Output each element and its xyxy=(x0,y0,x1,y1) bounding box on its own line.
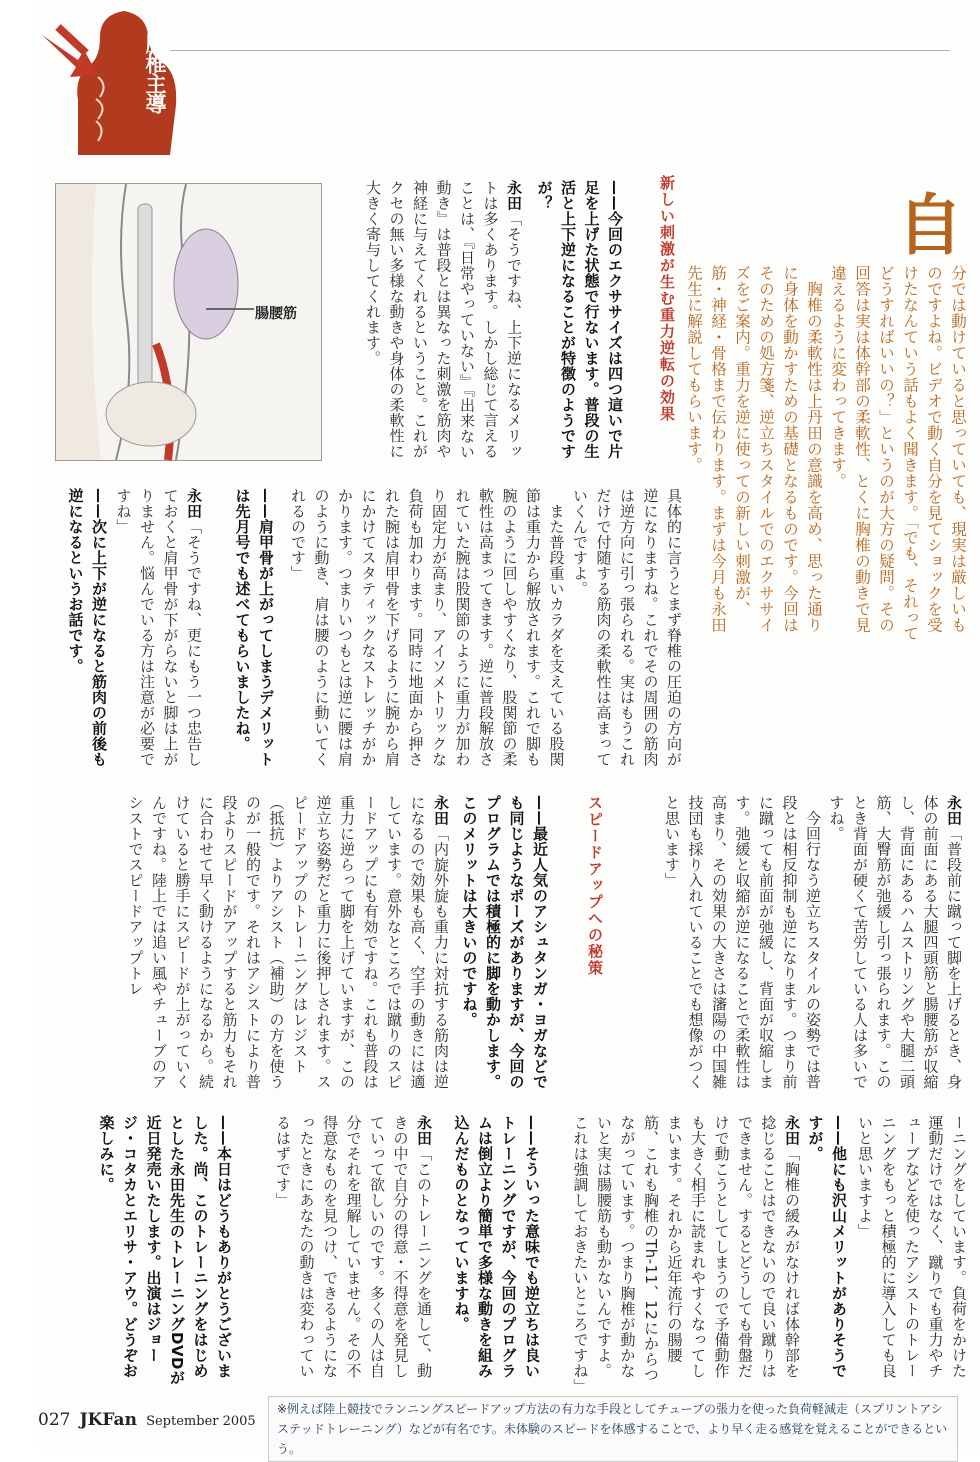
footnote: ※例えば陸上競技でランニングスピードアップ方法の有力な手段としてチューブの張力を使った負荷軽減走（スプリントアシステッドトレーニング）などが有名です。未体験のスピードを体感することで、より早く走る感覚を覚えることができるという。 xyxy=(268,1396,958,1462)
question-1: ——今回のエクササイズは四つ這いで片足を上げた状態で行ないます。普段の生活と上下逆になることが特徴のようですが？ xyxy=(535,180,624,459)
closing-remarks: ——本日はどうもありがとうございました。尚、このトレーニングをはじめとした永田先生のトレーニングDVDが近日発売いたします。出演はジョージ・コタカとエリサ・アウ。どうぞお楽しみに。 xyxy=(97,1115,233,1386)
page-gutter xyxy=(0,0,38,1451)
answer-program xyxy=(240,1115,435,1390)
section-subtitle-speed: スピードアップへの秘策 xyxy=(586,795,604,977)
answer-1-text: 「そうですね、上下逆になるメリットは多くあります。しかし総じて言えることは、『日常やっていない』『出来ない動き』は普段とは異なった刺激を筋肉や神経に与えてくれるということ。これがクセの無い多様な動きや身体の柔軟性に大きく寄与してくれます。 xyxy=(364,180,523,460)
answer-right-mid-speaker: 永田 xyxy=(945,795,963,826)
page-number: 027 xyxy=(38,1410,71,1430)
drop-cap: 自 xyxy=(897,186,963,264)
body-text-mid: 具体的に言うとまず脊椎の圧迫の方向が逆になりますね。これでその周囲の筋肉は逆方向に引っ張られる。実はもうこれだけで付随する筋肉の柔軟性は高まっていくんですよ。 また普段重いカラダを支えている股関節は重力から解放されます。これで脚も腕のように回しやすくなり、股関節の柔軟性は高まってきます。逆に普段解放されていた腕は股関節のように重力が加わり固定力が高まり、アイソメトリックな負荷も加わります。同時に地面から押された腕は肩甲骨を下げるように腕から肩にかけてスタティックなストレッチがかかります。つまりいつもとは逆に腰は肩のように動き、肩は腰のように動いてくれるのです」 xyxy=(289,488,683,767)
answer-speed xyxy=(40,795,452,1095)
figure-label: 腸腰筋 xyxy=(255,306,297,322)
answer-right-mid-1 xyxy=(635,795,965,1095)
series-logo xyxy=(38,5,180,155)
answer-benefits xyxy=(545,1115,803,1394)
intro-text: 分では動けていると思っていても、現実は厳しいものですよね。ビデオで動く自分を見てショックを受けたなんていう話もよく聞きます。「でも、それってどうすればいいの？」というのが大方の疑問。その回答は実は体幹部の柔軟性、とくに胸椎の動きで見違えるように変わってきます。 胸椎の柔軟性は上丹田の意識を高め、思った通りに身体を動かすための基礎となるものです。今回はそのための処方箋、逆立ちスタイルでのエクササイズをご案内。重力を逆に使っての新しい刺激が、筋・神経・骨格まで伝わります。まずは今月も永田先生に解説してもらいます。 xyxy=(685,265,967,642)
answer-benefits-text: 「胸椎の緩みがなければ体幹部を捻じることはできないので良い蹴りはできません。するとどうしても骨盤だけで動こうとしてしまうので予備動作も大きく相手に読まれやすくなってしまいます。それから近年流行の腸腰筋、これも胸椎のTh-11、12にからつながっています。つまり胸椎が動かないと実は腸腰筋も動かないんですよ。これは強調しておきたいところですね」 xyxy=(571,1115,801,1394)
header-rule xyxy=(170,50,950,51)
answer-speed-speaker: 永田 xyxy=(432,795,450,826)
question-mid-2: ——肩甲骨が上がってしまうデメリットは先月号でも述べてもらいましたね。 xyxy=(233,488,275,767)
question-benefits: ——他にも沢山メリットがありそうですが。 xyxy=(806,1115,848,1379)
answer-benefits-speaker: 永田 xyxy=(783,1115,801,1146)
answer-1-speaker: 永田 xyxy=(505,180,523,211)
question-program: ——そういった意味でも逆立ちは良いトレーニングですが、今回のプログラムは倒立より簡単で多様な動きを組み込んだものとなっていますね。 xyxy=(452,1115,541,1379)
magazine-name: JKFan xyxy=(79,1410,137,1430)
question-yoga: ——最近人気のアシュタンガ・ヨガなどでも同じようなポーズがありますが、今回のプログラムでは積極的に脚を動かします。このメリットは大きいのですね。 xyxy=(460,795,549,1090)
section-subtitle-gravity: 新しい刺激が生む重力逆転の効果 xyxy=(658,175,676,423)
question-mid-3: ——次に上下が逆になると筋肉の前後も逆になるというお話です。 xyxy=(66,488,108,767)
answer-mid-2 xyxy=(110,488,205,778)
issue-date: September 2005 xyxy=(146,1414,256,1429)
answer-program-text: 「このトレーニングを通して、動きの中で自分の得意・不得意を発見していって欲しいのです。多くの人は自分でそれを理解していません。その不得意なものを見つけ、できるようになったときにあなたの動きは変わっているはずです」 xyxy=(274,1115,433,1379)
page-footer xyxy=(38,1410,256,1430)
answer-right-mid-text: 「普段前に蹴って脚を上げるとき、身体の前面にある大腿四頭筋と腸腰筋が収縮し、背面にあるハムストリングや大腿二頭筋、大臀筋が弛緩し引っ張られます。このとき背面が硬くて苦労している人は多いですね。 今回行なう逆立ちスタイルの姿勢では普段とは相反抑制も逆になります。つまり前に蹴っても前面が弛緩し、背面が収縮します。弛緩と収縮が逆になることで柔軟性は高まり、その効果の大きさは瀋陽の中国雑技団も採り入れていることでも想像がつくと思います」 xyxy=(663,795,963,1090)
body-text-bottom-1: ーニングをしています。負荷をかけた運動だけではなく、蹴りでも重力やチューブなどを使ったアシストのトレーニングをもっと積極的に導入しても良いと思いますよ」 xyxy=(856,1115,968,1379)
logo-label: 胸椎主導 xyxy=(143,33,167,113)
answer-1 xyxy=(335,180,525,460)
answer-speed-text: 「内旋外旋も重力に対抗する筋肉は逆になるので効果も高く、空手の動きには適しています。意外なところでは蹴りのスピードアップにも有効ですね。これも普段は重力に逆らって脚を上げていますが、この逆立ち姿勢だと重力に後押しされます。スピードアップのトレーニングはレジスト（抵抗）よりアシスト（補助）の方を使うのが一般的です。それはアシストにより普段よりスピードがアップすると筋力もそれに合わせて早く動けるようになるから。続けていると勝手にスピードが上がっていくんですね。陸上では追い風やチューブのアシストでスピードアップトレ xyxy=(126,795,450,1090)
answer-mid-2-text: 「そうですね、更にもう一つ忠告しておくと肩甲骨が下がらないと脚は上がりません。悩んでいる方は注意が必要ですね」 xyxy=(114,488,203,767)
answer-mid-2-speaker: 永田 xyxy=(185,488,203,519)
answer-program-speaker: 永田 xyxy=(415,1115,433,1146)
